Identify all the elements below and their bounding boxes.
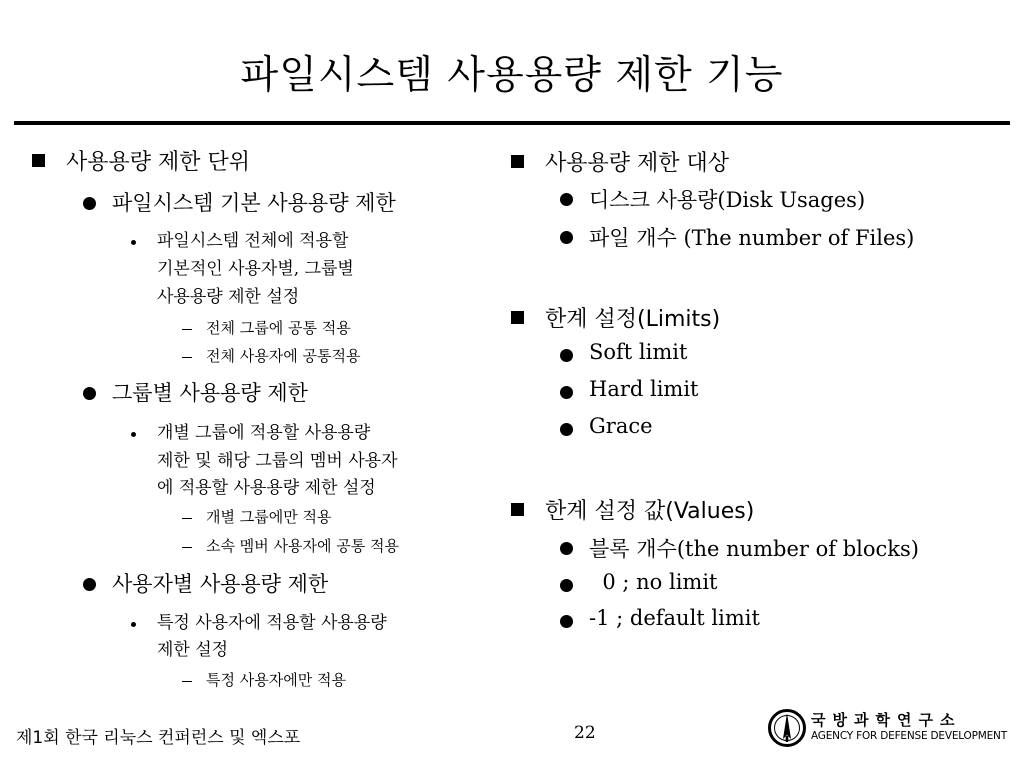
sub-item: 소속 멤버 사용자에 공통 적용 — [206, 537, 399, 555]
bullet-dot-icon — [83, 197, 96, 210]
small-bullet-icon — [131, 622, 136, 627]
desc-line: 개별 그룹에 적용할 사용용량 — [157, 423, 371, 443]
footer-conference: 제1회 한국 리눅스 컨퍼런스 및 엑스포 — [16, 728, 301, 748]
slide-title: 파일시스템 사용용량 제한 기능 — [240, 53, 784, 98]
square-bullet-icon — [511, 155, 524, 168]
bullet-dot-icon — [560, 349, 573, 362]
square-bullet-icon — [511, 311, 524, 324]
small-bullet-icon — [131, 432, 136, 437]
bullet-dot-icon — [560, 423, 573, 436]
agency-name-english: AGENCY FOR DEFENSE DEVELOPMENT — [811, 730, 1007, 742]
page-number: 22 — [574, 723, 596, 743]
bullet-dot-icon — [560, 579, 573, 592]
dash-bullet-icon — [182, 329, 192, 330]
value-item: -1 ; default limit — [589, 606, 760, 630]
limit-item: Grace — [589, 414, 653, 438]
agency-logo — [767, 707, 1007, 749]
desc-line: 기본적인 사용자별, 그룹별 — [157, 259, 354, 279]
unit-filesystem-default: 파일시스템 기본 사용용량 제한 — [112, 191, 396, 215]
small-bullet-icon — [131, 240, 136, 245]
unit-group: 그룹별 사용용량 제한 — [112, 381, 308, 405]
desc-line: 제한 설정 — [157, 640, 229, 660]
section-heading-values: 한계 설정 값(Values) — [545, 499, 755, 524]
sub-item: 특정 사용자에만 적용 — [206, 671, 346, 689]
desc-line: 파일시스템 전체에 적용할 — [157, 231, 349, 251]
dash-bullet-icon — [182, 518, 192, 519]
square-bullet-icon — [511, 503, 524, 516]
title-divider — [14, 121, 1010, 125]
bullet-dot-icon — [83, 387, 96, 400]
dash-bullet-icon — [182, 681, 192, 682]
sub-item: 전체 그룹에 공통 적용 — [206, 319, 351, 337]
value-item: 0 ; no limit — [589, 570, 718, 594]
dash-bullet-icon — [182, 547, 192, 548]
desc-line: 특정 사용자에 적용할 사용용량 — [157, 613, 387, 633]
section-heading-units: 사용용량 제한 단위 — [66, 150, 251, 175]
sub-item: 전체 사용자에 공통적용 — [206, 347, 361, 365]
agency-emblem-icon — [767, 708, 807, 748]
sub-item: 개별 그룹에만 적용 — [206, 508, 332, 526]
bullet-dot-icon — [560, 193, 573, 206]
target-item: 파일 개수 (The number of Files) — [589, 226, 915, 250]
limit-item: Soft limit — [589, 340, 688, 364]
target-item: 디스크 사용량(Disk Usages) — [589, 188, 866, 212]
section-heading-target: 사용용량 제한 대상 — [545, 151, 730, 176]
unit-user: 사용자별 사용용량 제한 — [112, 572, 329, 596]
square-bullet-icon — [32, 154, 45, 167]
value-item: 블록 개수(the number of blocks) — [589, 537, 919, 561]
bullet-dot-icon — [560, 615, 573, 628]
desc-line: 사용용량 제한 설정 — [157, 287, 300, 307]
bullet-dot-icon — [560, 386, 573, 399]
bullet-dot-icon — [560, 231, 573, 244]
desc-line: 에 적용할 사용용량 제한 설정 — [157, 478, 376, 498]
desc-line: 제한 및 해당 그룹의 멤버 사용자 — [157, 451, 398, 471]
section-heading-limits: 한계 설정(Limits) — [545, 307, 721, 332]
limit-item: Hard limit — [589, 377, 699, 401]
dash-bullet-icon — [182, 357, 192, 358]
agency-name-korean: 국방과학연구소 — [811, 711, 962, 729]
bullet-dot-icon — [560, 542, 573, 555]
bullet-dot-icon — [83, 578, 96, 591]
